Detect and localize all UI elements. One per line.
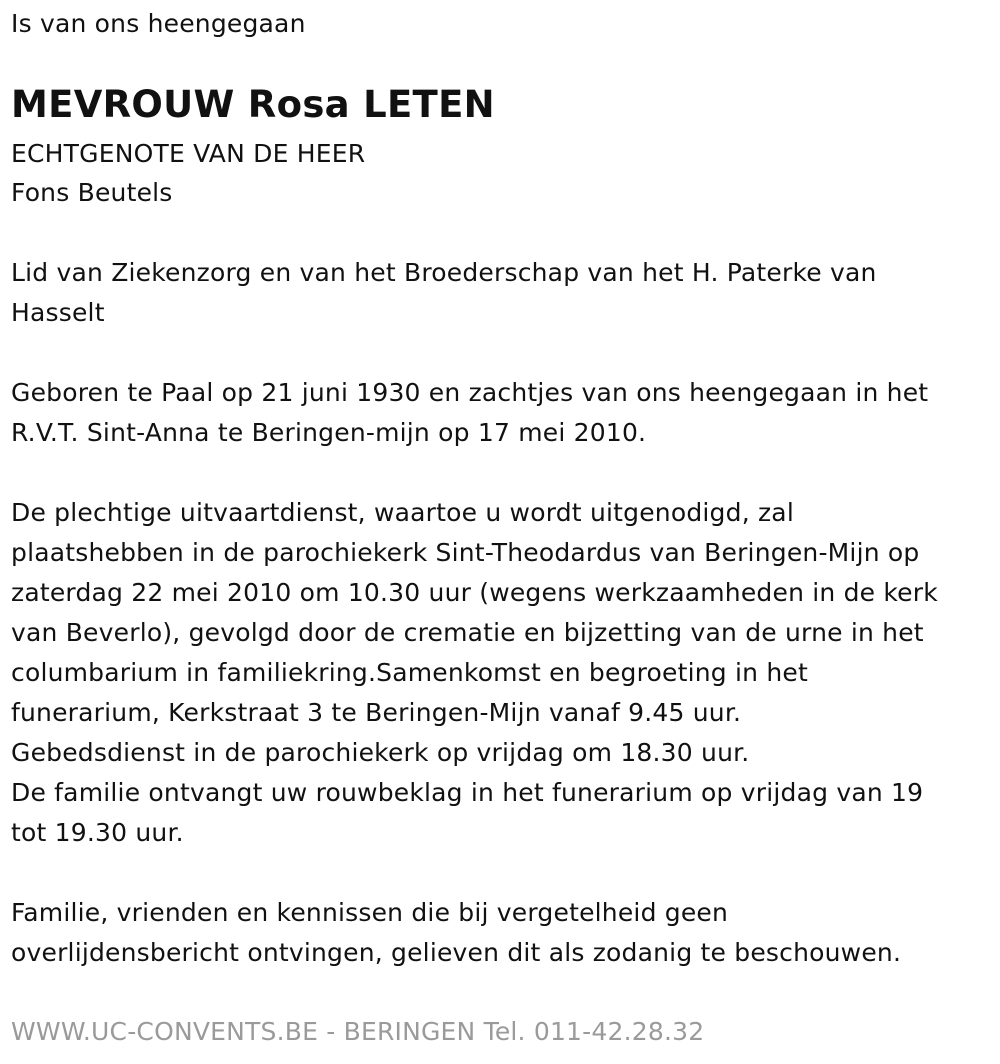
ceremony-line-3: zaterdag 22 mei 2010 om 10.30 uur (wegens werkzaamheden in de kerk bbox=[11, 578, 938, 607]
ceremony-line-2: plaatshebben in de parochiekerk Sint-Theodardus van Beringen-Mijn op bbox=[11, 538, 920, 567]
spouse-name: Fons Beutels bbox=[11, 178, 173, 207]
membership-line-1: Lid van Ziekenzorg en van het Broederschap van het H. Paterke van bbox=[11, 258, 877, 287]
notice-line-1: Familie, vrienden en kennissen die bij vergetelheid geen bbox=[11, 898, 729, 927]
membership-line-2: Hasselt bbox=[11, 298, 105, 327]
ceremony-line-9: tot 19.30 uur. bbox=[11, 818, 184, 847]
ceremony-line-4: van Beverlo), gevolgd door de crematie en bijzetting van de urne in het bbox=[11, 618, 924, 647]
intro-text: Is van ons heengegaan bbox=[11, 9, 306, 38]
ceremony-line-7: Gebedsdienst in de parochiekerk op vrijdag om 18.30 uur. bbox=[11, 738, 750, 767]
ceremony-line-5: columbarium in familiekring.Samenkomst en begroeting in het bbox=[11, 658, 808, 687]
ceremony-line-6: funerarium, Kerkstraat 3 te Beringen-Mijn vanaf 9.45 uur. bbox=[11, 698, 742, 727]
ceremony-line-8: De familie ontvangt uw rouwbeklag in het funerarium op vrijdag van 19 bbox=[11, 778, 924, 807]
spouse-label: ECHTGENOTE VAN DE HEER bbox=[11, 139, 366, 168]
birth-death-line-2: R.V.T. Sint-Anna te Beringen-mijn op 17 mei 2010. bbox=[11, 418, 647, 447]
ceremony-line-1: De plechtige uitvaartdienst, waartoe u wordt uitgenodigd, zal bbox=[11, 498, 794, 527]
footer-contact: WWW.UC-CONVENTS.BE - BERINGEN Tel. 011-42.28.32 bbox=[11, 1017, 705, 1046]
notice-line-2: overlijdensbericht ontvingen, gelieven dit als zodanig te beschouwen. bbox=[11, 938, 902, 967]
birth-death-line-1: Geboren te Paal op 21 juni 1930 en zachtjes van ons heengegaan in het bbox=[11, 378, 929, 407]
deceased-name: MEVROUW Rosa LETEN bbox=[11, 83, 495, 126]
